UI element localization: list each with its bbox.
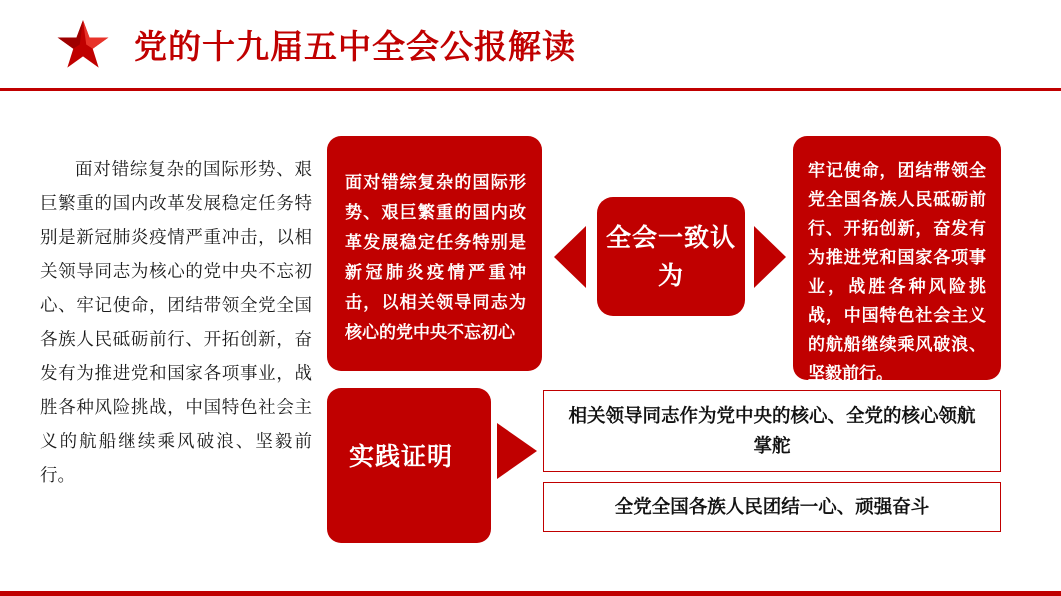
red-star-icon: [56, 19, 110, 71]
chevron-left-icon: [552, 226, 588, 288]
condition-box: 面对错综复杂的国际形势、艰巨繁重的国内改革发展稳定任务特别是新冠肺炎疫情严重冲击，以相关领导同志为核心的党中央不忘初心: [327, 136, 542, 371]
result-box: 牢记使命，团结带领全党全国各族人民砥砺前行、开拓创新，奋发有为推进党和国家各项事业，战胜各种风险挑战，中国特色社会主义的航船继续乘风破浪、坚毅前行。: [793, 136, 1001, 380]
center-statement-box: 全会一致认为: [597, 197, 745, 316]
chevron-right-icon: [752, 226, 788, 288]
page-title: 党的十九届五中全会公报解读: [134, 28, 576, 65]
practice-point-2: 全党全国各族人民团结一心、顽强奋斗: [543, 482, 1001, 532]
header-divider: [0, 88, 1061, 91]
left-paragraph: 面对错综复杂的国际形势、艰巨繁重的国内改革发展稳定任务特别是新冠肺炎疫情严重冲击，以相关领导同志为核心的党中央不忘初心、牢记使命，团结带领全党全国各族人民砥砺前行、开拓创新，奋发有为推进党和国家各项事业，战胜各种风险挑战，中国特色社会主义的航船继续乘风破浪、坚毅前行。: [40, 159, 312, 485]
slide-header: [0, 0, 1061, 88]
footer-divider: [0, 591, 1061, 596]
arrow-right-icon: [497, 423, 539, 479]
practice-point-1: 相关领导同志作为党中央的核心、全党的核心领航掌舵: [543, 390, 1001, 472]
practice-box: 实践证明: [327, 388, 491, 543]
